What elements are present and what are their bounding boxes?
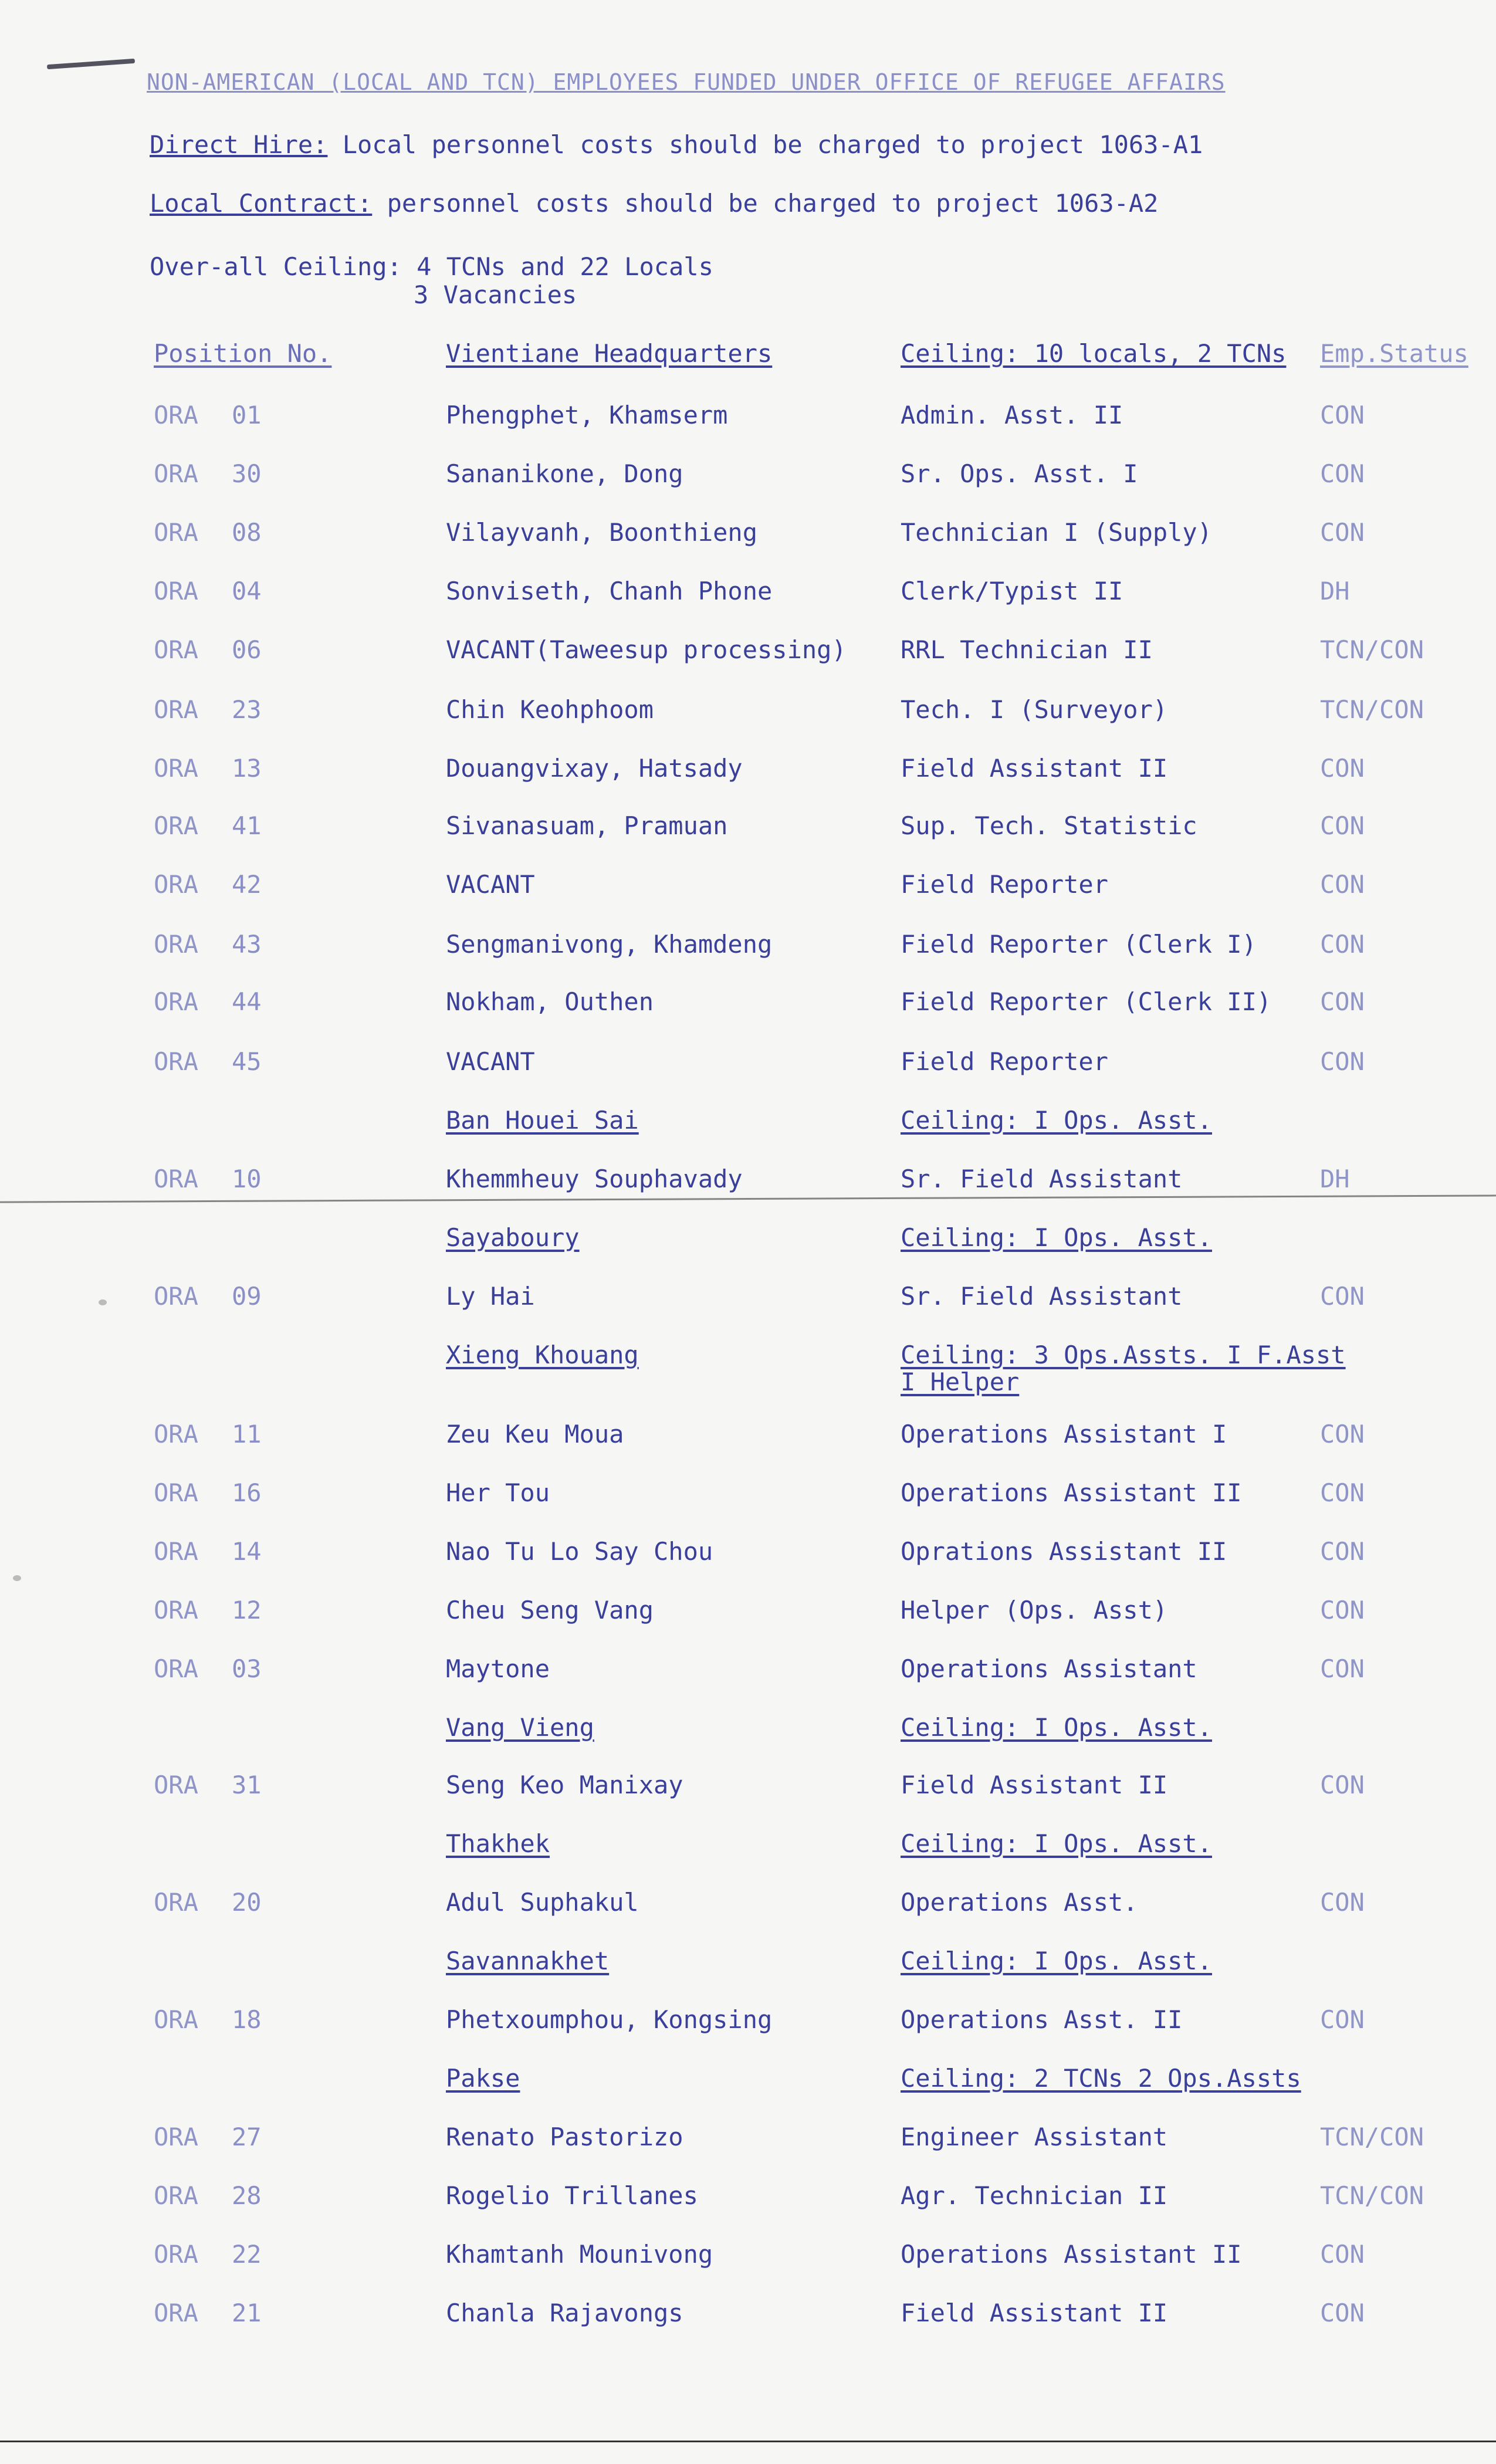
- job-title: RRL Technician II: [901, 635, 1153, 664]
- local-contract-line: [150, 189, 1158, 218]
- employment-status: CON: [1320, 811, 1365, 840]
- position-number: 06: [232, 635, 262, 664]
- job-title: Sr. Field Assistant: [901, 1282, 1183, 1311]
- job-title: Tech. I (Surveyor): [901, 695, 1168, 724]
- position-prefix: ORA: [154, 1420, 198, 1448]
- position-number: 12: [232, 1596, 262, 1624]
- vacancies-line: 3 Vacancies: [414, 280, 577, 309]
- employee-name: Douangvixay, Hatsady: [446, 754, 743, 783]
- pen-mark: [47, 59, 135, 69]
- local-contract-label: Local Contract:: [150, 189, 373, 218]
- direct-hire-line: [150, 130, 1203, 159]
- employment-status: CON: [1320, 870, 1365, 899]
- employment-status: CON: [1320, 1888, 1365, 1917]
- section-row: [0, 1713, 1496, 1748]
- job-title: Operations Assistant II: [901, 2240, 1242, 2269]
- position-number: 03: [232, 1654, 262, 1683]
- table-row: [0, 1478, 1496, 1514]
- job-title: Agr. Technician II: [901, 2181, 1168, 2210]
- position-number: 09: [232, 1282, 262, 1311]
- position-number: 20: [232, 1888, 262, 1917]
- employee-name: Cheu Seng Vang: [446, 1596, 654, 1624]
- position-number: 04: [232, 577, 262, 605]
- employment-status: CON: [1320, 1771, 1365, 1799]
- position-prefix: ORA: [154, 2299, 198, 2327]
- position-prefix: ORA: [154, 401, 198, 429]
- section-ceiling-line2: I Helper: [901, 1368, 1020, 1396]
- column-headers: [0, 339, 1496, 374]
- position-number: 27: [232, 2123, 262, 2151]
- position-number: 42: [232, 870, 262, 899]
- section-location: Vang Vieng: [446, 1713, 594, 1742]
- position-prefix: ORA: [154, 1888, 198, 1917]
- employee-name: Adul Suphakul: [446, 1888, 639, 1917]
- table-row: [0, 930, 1496, 965]
- section-row: [0, 1341, 1496, 1396]
- position-prefix: ORA: [154, 1596, 198, 1624]
- job-title: Sr. Field Assistant: [901, 1165, 1183, 1193]
- job-title: Field Reporter (Clerk II): [901, 987, 1272, 1016]
- employee-name: Sivanasuam, Pramuan: [446, 811, 728, 840]
- employee-name: Chin Keohphoom: [446, 695, 654, 724]
- section-row: [0, 1223, 1496, 1258]
- direct-hire-text: Local personnel costs should be charged to project 1063-A1: [342, 130, 1203, 159]
- section-location: Xieng Khouang: [446, 1341, 639, 1369]
- table-row: [0, 1282, 1496, 1317]
- employment-status: CON: [1320, 1537, 1365, 1566]
- position-number: 18: [232, 2005, 262, 2034]
- section-row: [0, 1106, 1496, 1141]
- employment-status: CON: [1320, 1478, 1365, 1507]
- employee-name: Sengmanivong, Khamdeng: [446, 930, 773, 959]
- position-prefix: ORA: [154, 695, 198, 724]
- section-ceiling: Ceiling: I Ops. Asst.: [901, 1713, 1213, 1742]
- job-title: Field Reporter: [901, 870, 1109, 899]
- position-number: 28: [232, 2181, 262, 2210]
- table-row: [0, 754, 1496, 789]
- position-prefix: ORA: [154, 930, 198, 959]
- employee-name: Maytone: [446, 1654, 550, 1683]
- position-number: 08: [232, 518, 262, 547]
- position-prefix: ORA: [154, 811, 198, 840]
- location-header: Vientiane Headquarters: [446, 339, 773, 368]
- employment-status: CON: [1320, 1420, 1365, 1448]
- table-row: [0, 1537, 1496, 1572]
- employment-status: CON: [1320, 1047, 1365, 1076]
- section-row: [0, 1829, 1496, 1864]
- section-location: Pakse: [446, 2064, 520, 2093]
- employee-name: Sananikone, Dong: [446, 459, 683, 488]
- employee-name: Phetxoumphou, Kongsing: [446, 2005, 773, 2034]
- employee-name: Renato Pastorizo: [446, 2123, 683, 2151]
- position-number: 13: [232, 754, 262, 783]
- position-number: 44: [232, 987, 262, 1016]
- table-row: [0, 987, 1496, 1023]
- employment-status: TCN/CON: [1320, 2181, 1424, 2210]
- position-header: Position No.: [154, 339, 332, 368]
- section-row: [0, 1947, 1496, 1982]
- position-prefix: ORA: [154, 1282, 198, 1311]
- employee-name: VACANT: [446, 1047, 535, 1076]
- table-row: [0, 870, 1496, 905]
- position-number: 45: [232, 1047, 262, 1076]
- section-ceiling: Ceiling: I Ops. Asst.: [901, 1223, 1213, 1252]
- position-prefix: ORA: [154, 987, 198, 1016]
- employee-name: Vilayvanh, Boonthieng: [446, 518, 758, 547]
- job-title: Helper (Ops. Asst): [901, 1596, 1168, 1624]
- employment-status: CON: [1320, 2240, 1365, 2269]
- employee-name: Phengphet, Khamserm: [446, 401, 728, 429]
- position-prefix: ORA: [154, 577, 198, 605]
- position-prefix: ORA: [154, 2123, 198, 2151]
- table-row: [0, 2240, 1496, 2275]
- table-row: [0, 2005, 1496, 2040]
- job-title: Technician I (Supply): [901, 518, 1213, 547]
- position-number: 23: [232, 695, 262, 724]
- employment-status: CON: [1320, 401, 1365, 429]
- position-prefix: ORA: [154, 2240, 198, 2269]
- position-number: 21: [232, 2299, 262, 2327]
- job-title: Field Assistant II: [901, 1771, 1168, 1799]
- employment-status: DH: [1320, 577, 1350, 605]
- position-prefix: ORA: [154, 1771, 198, 1799]
- position-prefix: ORA: [154, 459, 198, 488]
- position-prefix: ORA: [154, 1165, 198, 1193]
- position-number: 16: [232, 1478, 262, 1507]
- table-row: [0, 1888, 1496, 1923]
- position-number: 11: [232, 1420, 262, 1448]
- employee-name: Seng Keo Manixay: [446, 1771, 683, 1799]
- job-title: Operations Assistant I: [901, 1420, 1227, 1448]
- section-location: Sayaboury: [446, 1223, 580, 1252]
- position-number: 01: [232, 401, 262, 429]
- position-prefix: ORA: [154, 518, 198, 547]
- overall-ceiling-value: 4 TCNs and 22 Locals: [417, 252, 713, 281]
- employment-status: CON: [1320, 1596, 1365, 1624]
- table-row: [0, 1654, 1496, 1690]
- table-row: [0, 1165, 1496, 1200]
- section-location: Thakhek: [446, 1829, 550, 1858]
- status-header: Emp.Status: [1320, 339, 1468, 368]
- job-title: Oprations Assistant II: [901, 1537, 1227, 1566]
- section-row: [0, 2064, 1496, 2099]
- local-contract-text: personnel costs should be charged to project 1063-A2: [387, 189, 1159, 218]
- employee-name: Chanla Rajavongs: [446, 2299, 683, 2327]
- table-row: [0, 635, 1496, 671]
- job-title: Field Reporter (Clerk I): [901, 930, 1257, 959]
- position-number: 22: [232, 2240, 262, 2269]
- employment-status: CON: [1320, 754, 1365, 783]
- position-prefix: ORA: [154, 1478, 198, 1507]
- job-title: Admin. Asst. II: [901, 401, 1123, 429]
- employment-status: TCN/CON: [1320, 695, 1424, 724]
- position-prefix: ORA: [154, 1047, 198, 1076]
- position-prefix: ORA: [154, 870, 198, 899]
- employee-name: Ly Hai: [446, 1282, 535, 1311]
- table-row: [0, 1047, 1496, 1082]
- section-ceiling: Ceiling: 2 TCNs 2 Ops.Assts: [901, 2064, 1301, 2093]
- employee-name: Her Tou: [446, 1478, 550, 1507]
- table-row: [0, 401, 1496, 436]
- job-title: Engineer Assistant: [901, 2123, 1168, 2151]
- employment-status: CON: [1320, 518, 1365, 547]
- table-row: [0, 518, 1496, 553]
- table-row: [0, 1771, 1496, 1806]
- employment-status: CON: [1320, 930, 1365, 959]
- position-number: 41: [232, 811, 262, 840]
- job-title: Operations Asst.: [901, 1888, 1138, 1917]
- section-ceiling: Ceiling: I Ops. Asst.: [901, 1947, 1213, 1975]
- position-number: 30: [232, 459, 262, 488]
- employment-status: CON: [1320, 2005, 1365, 2034]
- table-row: [0, 577, 1496, 612]
- position-prefix: ORA: [154, 2181, 198, 2210]
- section-ceiling: Ceiling: 3 Ops.Assts. I F.Asst: [901, 1341, 1346, 1369]
- section-location: Ban Houei Sai: [446, 1106, 639, 1135]
- table-row: [0, 2123, 1496, 2158]
- job-title: Clerk/Typist II: [901, 577, 1123, 605]
- table-row: [0, 1420, 1496, 1455]
- position-prefix: ORA: [154, 635, 198, 664]
- employee-name: Khemmheuy Souphavady: [446, 1165, 743, 1193]
- direct-hire-label: Direct Hire:: [150, 130, 328, 159]
- employee-name: Nokham, Outhen: [446, 987, 654, 1016]
- table-row: [0, 695, 1496, 730]
- position-number: 43: [232, 930, 262, 959]
- position-number: 14: [232, 1537, 262, 1566]
- section-ceiling: Ceiling: I Ops. Asst.: [901, 1829, 1213, 1858]
- employee-name: Nao Tu Lo Say Chou: [446, 1537, 713, 1566]
- scan-speck: [99, 1299, 107, 1305]
- job-title: Operations Assistant: [901, 1654, 1197, 1683]
- document-title: NON-AMERICAN (LOCAL AND TCN) EMPLOYEES FUNDED UNDER OFFICE OF REFUGEE AFFAIRS: [147, 69, 1226, 95]
- bottom-edge: [0, 2441, 1496, 2442]
- position-prefix: ORA: [154, 754, 198, 783]
- employment-status: TCN/CON: [1320, 2123, 1424, 2151]
- position-prefix: ORA: [154, 2005, 198, 2034]
- section-location: Savannakhet: [446, 1947, 610, 1975]
- employment-status: CON: [1320, 459, 1365, 488]
- employment-status: CON: [1320, 2299, 1365, 2327]
- employee-name: Sonviseth, Chanh Phone: [446, 577, 773, 605]
- job-title: Sup. Tech. Statistic: [901, 811, 1197, 840]
- ceiling-header: Ceiling: 10 locals, 2 TCNs: [901, 339, 1287, 368]
- position-prefix: ORA: [154, 1537, 198, 1566]
- section-ceiling: Ceiling: I Ops. Asst.: [901, 1106, 1213, 1135]
- employee-name: VACANT: [446, 870, 535, 899]
- overall-ceiling-label: Over-all Ceiling:: [150, 252, 402, 281]
- position-prefix: ORA: [154, 1654, 198, 1683]
- table-row: [0, 2299, 1496, 2334]
- employment-status: CON: [1320, 1282, 1365, 1311]
- job-title: Field Assistant II: [901, 754, 1168, 783]
- table-row: [0, 811, 1496, 847]
- table-row: [0, 459, 1496, 495]
- employment-status: CON: [1320, 987, 1365, 1016]
- position-number: 31: [232, 1771, 262, 1799]
- table-row: [0, 2181, 1496, 2216]
- job-title: Sr. Ops. Asst. I: [901, 459, 1138, 488]
- employment-status: DH: [1320, 1165, 1350, 1193]
- employee-name: VACANT(Taweesup processing): [446, 635, 847, 664]
- employment-status: CON: [1320, 1654, 1365, 1683]
- employee-name: Khamtanh Mounivong: [446, 2240, 713, 2269]
- position-number: 10: [232, 1165, 262, 1193]
- employment-status: TCN/CON: [1320, 635, 1424, 664]
- table-row: [0, 1596, 1496, 1631]
- overall-ceiling-line: [150, 252, 713, 281]
- employee-name: Zeu Keu Moua: [446, 1420, 624, 1448]
- job-title: Operations Asst. II: [901, 2005, 1183, 2034]
- job-title: Operations Assistant II: [901, 1478, 1242, 1507]
- job-title: Field Reporter: [901, 1047, 1109, 1076]
- employee-name: Rogelio Trillanes: [446, 2181, 698, 2210]
- scan-speck: [13, 1575, 21, 1581]
- job-title: Field Assistant II: [901, 2299, 1168, 2327]
